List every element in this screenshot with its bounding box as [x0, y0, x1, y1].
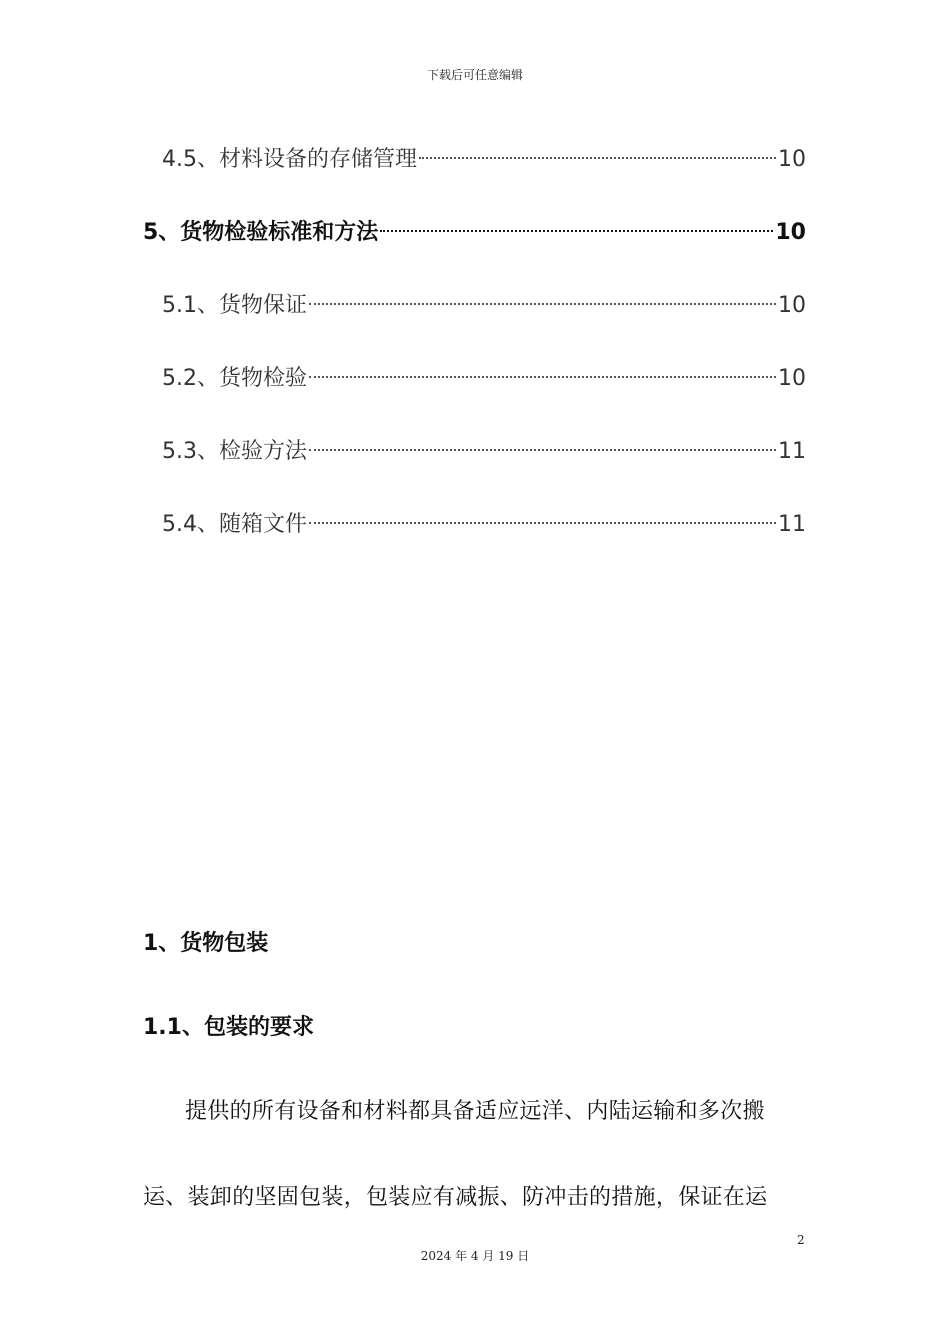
toc-entry-page: 10	[778, 147, 806, 172]
toc-entry[interactable]	[162, 282, 806, 318]
toc-entry-page: 10	[775, 220, 806, 245]
toc-dot-leader	[419, 136, 776, 166]
toc-entry-title: 5.3、检验方法	[162, 439, 307, 464]
subsection-heading: 1.1、包装的要求	[143, 1015, 314, 1040]
toc-entry-title: 5.1、货物保证	[162, 293, 307, 318]
toc-entry-title: 5.2、货物检验	[162, 366, 307, 391]
paragraph-line: 提供的所有设备和材料都具备适应远洋、内陆运输和多次搬	[185, 1099, 765, 1124]
toc-dot-leader	[380, 209, 773, 239]
footer-date: 2024 年 4 月 19 日	[420, 1249, 530, 1263]
toc-entry-title: 5.4、随箱文件	[162, 512, 307, 537]
section-heading: 1、货物包装	[143, 931, 269, 956]
toc-dot-leader	[309, 501, 776, 531]
toc-entry[interactable]	[162, 136, 806, 172]
toc-entry-page: 11	[778, 512, 806, 537]
toc-dot-leader	[309, 428, 776, 458]
toc-entry[interactable]	[162, 428, 806, 464]
toc-entry-title: 5、货物检验标准和方法	[143, 220, 379, 245]
paragraph-line: 运、装卸的坚固包装，包装应有减振、防冲击的措施，保证在运	[143, 1185, 768, 1210]
page-number: 2	[797, 1233, 805, 1247]
toc-entry-title: 4.5、材料设备的存储管理	[162, 147, 417, 172]
toc-dot-leader	[309, 355, 776, 385]
toc-entry[interactable]	[162, 501, 806, 537]
toc-dot-leader	[309, 282, 776, 312]
toc-entry[interactable]	[162, 355, 806, 391]
toc-entry-page: 11	[778, 439, 806, 464]
toc-entry[interactable]	[143, 209, 806, 245]
toc-entry-page: 10	[778, 366, 806, 391]
toc-entry-page: 10	[778, 293, 806, 318]
header-note: 下载后可任意编辑	[426, 68, 523, 82]
